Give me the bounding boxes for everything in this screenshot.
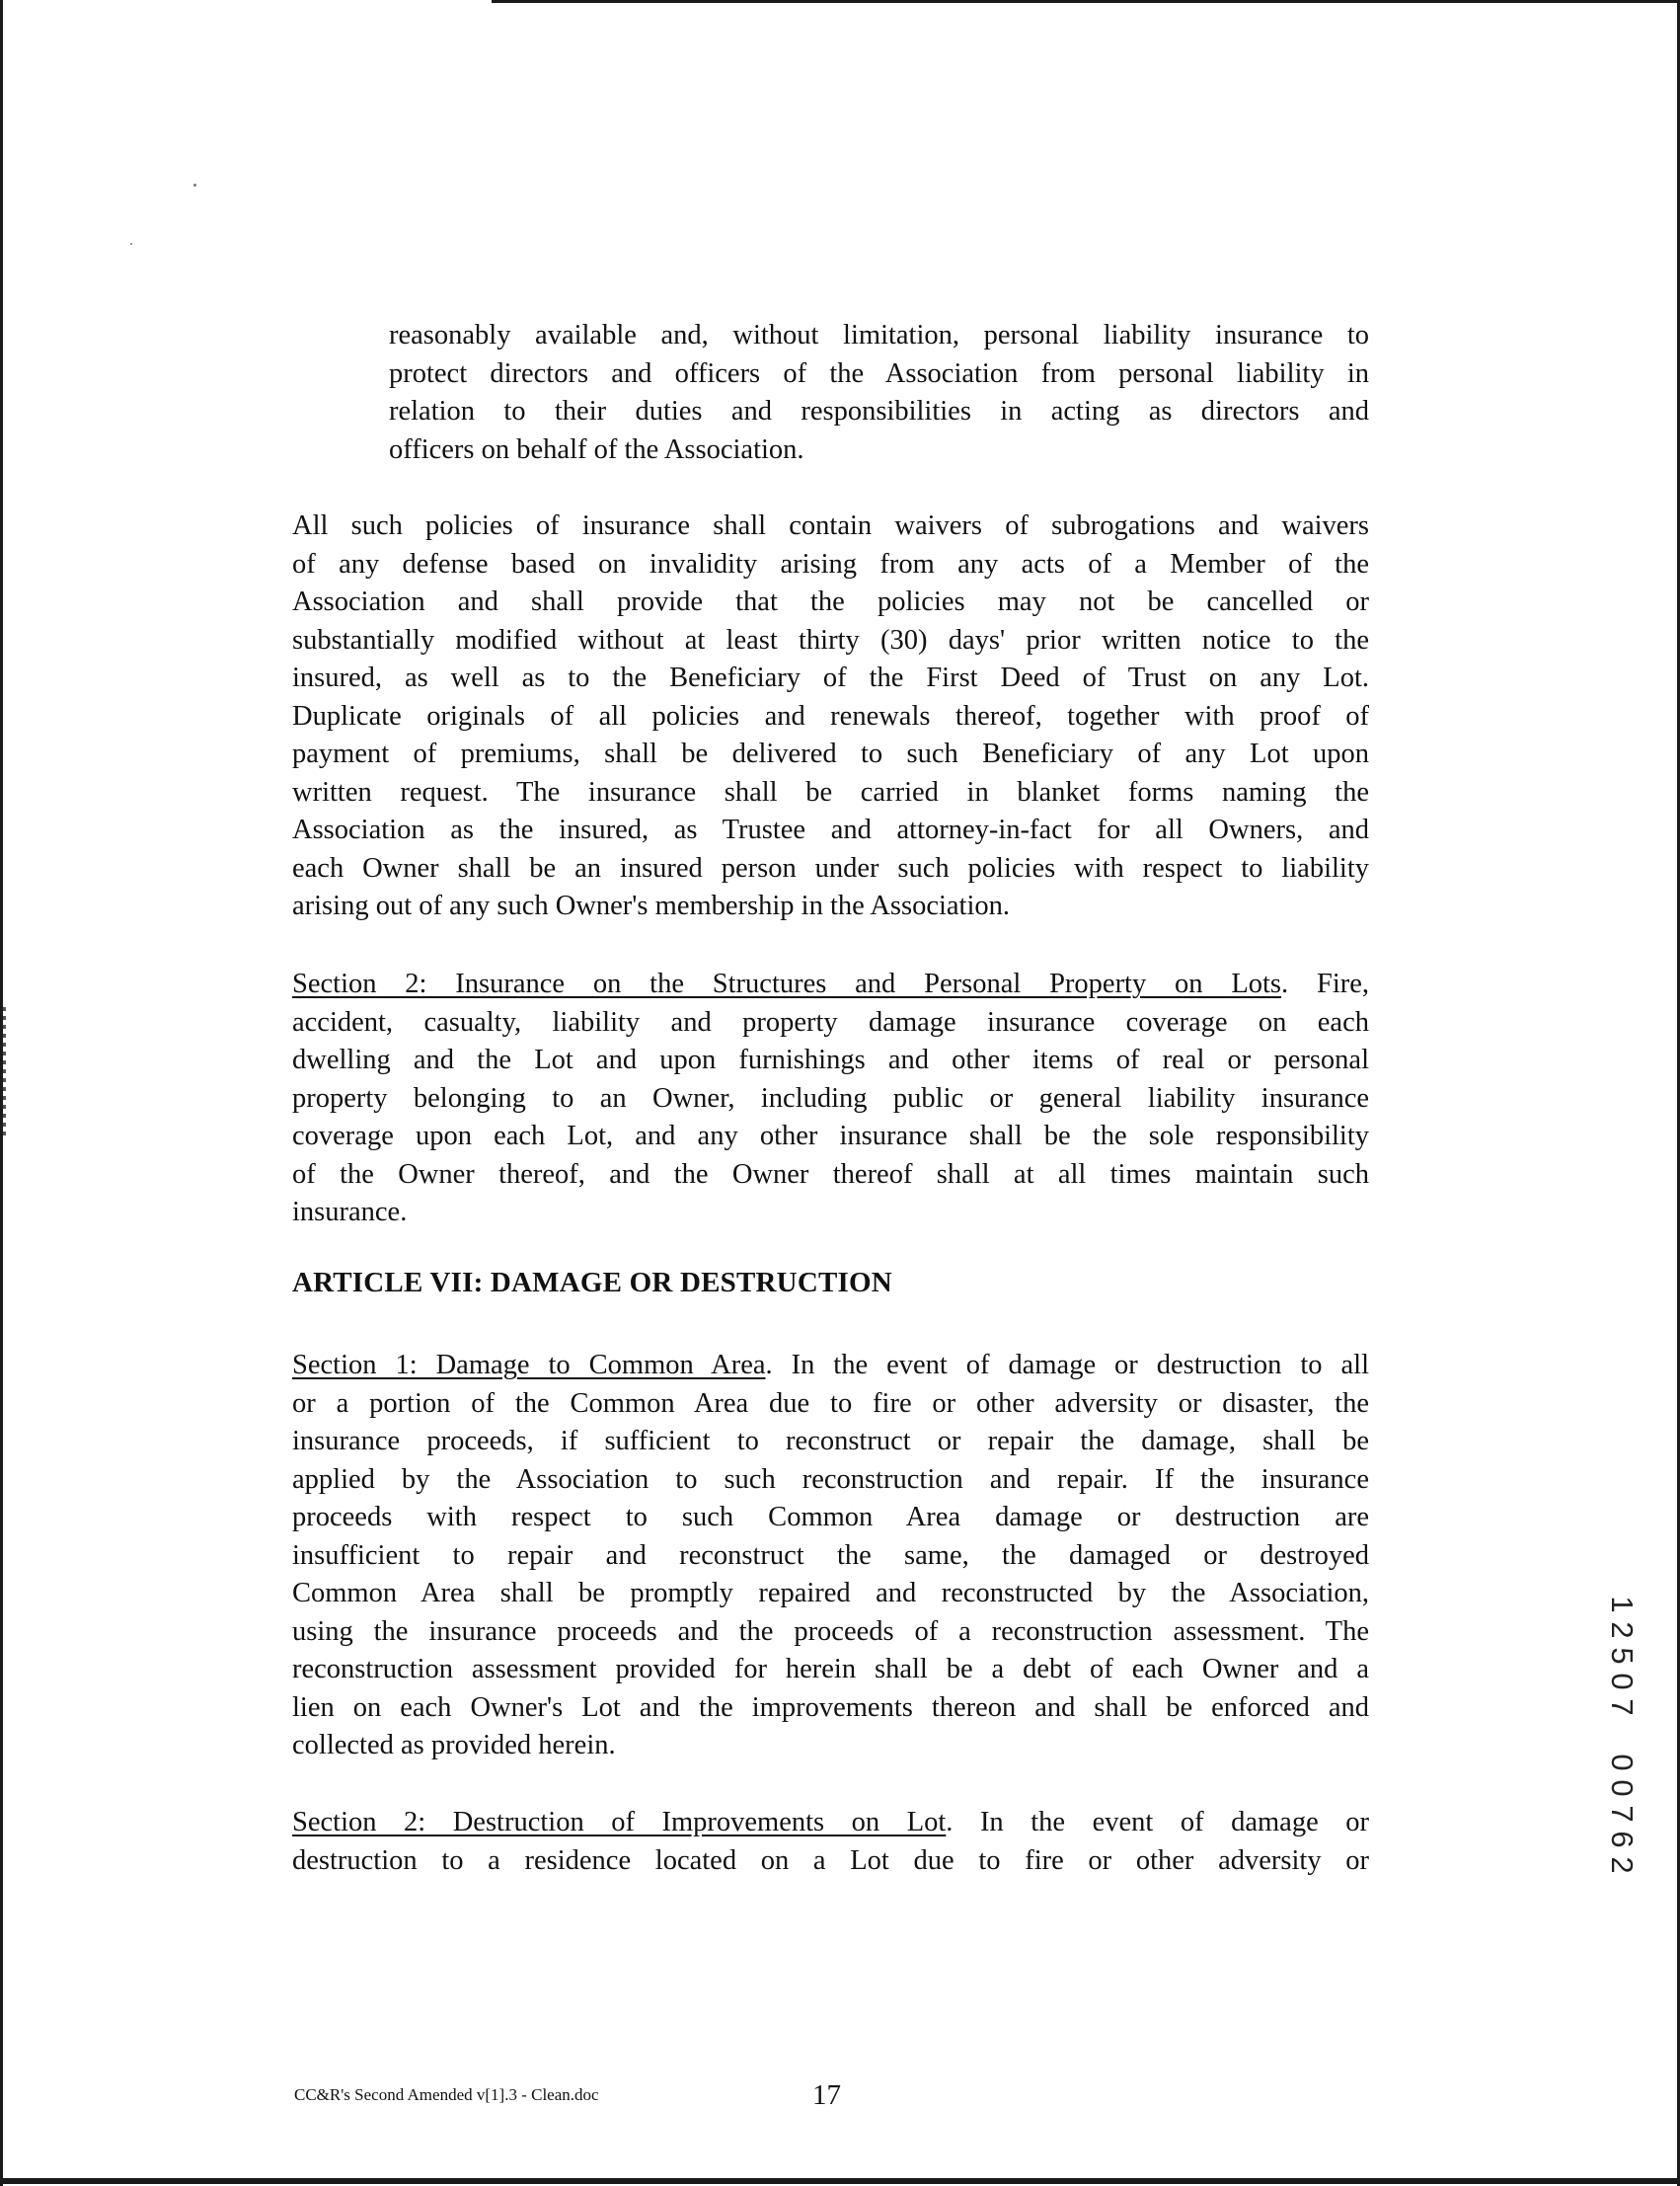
text-line: lien on each Owner's Lot and the improvements thereon and shall be enforced and — [292, 1691, 1369, 1723]
section-title-rest: . Fire, — [1281, 969, 1369, 999]
text-line: written request. The insurance shall be carried in blanket forms naming the — [292, 776, 1369, 808]
section-2-destruction-paragraph — [292, 1804, 1369, 1880]
text-line: accident, casualty, liability and property damage insurance coverage on each — [292, 1006, 1369, 1038]
text-line — [292, 1347, 1369, 1385]
footer-page-number: 17 — [812, 2079, 841, 2111]
text-line — [292, 1804, 1369, 1842]
text-line: destruction to a residence located on a Lot due to fire or other adversity or — [292, 1844, 1369, 1876]
text-line: All such policies of insurance shall contain waivers of subrogations and waivers — [292, 510, 1369, 541]
section-1-damage-paragraph — [292, 1347, 1369, 1765]
text-line: reconstruction assessment provided for herein shall be a debt of each Owner and a — [292, 1654, 1369, 1684]
side-recording-stamp — [1605, 1592, 1640, 1878]
scan-border-bottom — [0, 2178, 1680, 2184]
stamp-digit: 7 — [1605, 1698, 1640, 1716]
text-line: dwelling and the Lot and upon furnishings and other items of real or personal — [292, 1045, 1369, 1075]
text-line: payment of premiums, shall be delivered to such Beneficiary of any Lot upon — [292, 739, 1369, 769]
text-line: Association and shall provide that the policies may not be cancelled or — [292, 586, 1369, 617]
text-line: or a portion of the Common Area due to fire or other adversity or disaster, the — [292, 1387, 1369, 1419]
stamp-digit: 0 — [1605, 1754, 1640, 1771]
text-line: applied by the Association to such reconstruction and repair. If the insurance — [292, 1463, 1369, 1495]
section-title: Section 2: Insurance on the Structures and Personal Property on Lots — [292, 969, 1282, 999]
scan-speck — [130, 243, 132, 245]
continuation-paragraph — [389, 317, 1369, 469]
stamp-digit: 0 — [1605, 1673, 1640, 1690]
policies-paragraph — [292, 507, 1369, 926]
text-line: arising out of any such Owner's membership in the Association. — [292, 891, 1011, 921]
text-line: Common Area shall be promptly repaired and reconstructed by the Association, — [292, 1578, 1369, 1608]
text-line: of any defense based on invalidity arising from any acts of a Member of the — [292, 548, 1369, 580]
section-title: Section 2: Destruction of Improvements on Lot — [292, 1807, 947, 1837]
text-line: insufficient to repair and reconstruct the same, the damaged or destroyed — [292, 1539, 1369, 1571]
text-line: collected as provided herein. — [292, 1730, 616, 1760]
scan-edge-mark — [3, 1007, 6, 1135]
section-title: Section 1: Damage to Common Area — [292, 1350, 766, 1380]
text-line: Duplicate originals of all policies and renewals thereof, together with proof of — [292, 700, 1369, 732]
scan-border-top — [492, 0, 1680, 3]
text-line: coverage upon each Lot, and any other insurance shall be the sole responsibility — [292, 1121, 1369, 1151]
section-title-rest: . In the event of damage or destruction to all — [765, 1350, 1369, 1380]
text-line: reasonably available and, without limitation, personal liability insurance to — [389, 320, 1369, 351]
text-line: insurance. — [292, 1197, 408, 1227]
text-line: using the insurance proceeds and the proceeds of a reconstruction assessment. The — [292, 1615, 1369, 1647]
text-line — [292, 966, 1369, 1004]
stamp-gap — [1607, 1720, 1637, 1750]
footer-filename: CC&R's Second Amended v[1].3 - Clean.doc — [294, 2085, 599, 2104]
stamp-digit: 5 — [1605, 1647, 1640, 1665]
text-line: protect directors and officers of the Association from personal liability in — [389, 357, 1369, 389]
stamp-digit: 7 — [1605, 1805, 1640, 1823]
section-title-rest: . In the event of damage or — [946, 1807, 1369, 1837]
text-line: Association as the insured, as Trustee and attorney-in-fact for all Owners, and — [292, 815, 1369, 845]
article-heading: ARTICLE VII: DAMAGE OR DESTRUCTION — [292, 1267, 892, 1298]
stamp-digit: 0 — [1605, 1779, 1640, 1797]
stamp-digit: 6 — [1605, 1831, 1640, 1848]
stamp-digit: 2 — [1605, 1621, 1640, 1639]
stamp-digit: 2 — [1605, 1856, 1640, 1874]
text-line: each Owner shall be an insured person under such policies with respect to liability — [292, 852, 1369, 884]
text-line: proceeds with respect to such Common Area damage or destruction are — [292, 1502, 1369, 1532]
text-line: of the Owner thereof, and the Owner thereof shall at all times maintain such — [292, 1158, 1369, 1190]
stamp-digit: 1 — [1605, 1596, 1640, 1613]
section-2-insurance-paragraph — [292, 966, 1369, 1232]
text-line: property belonging to an Owner, including public or general liability insurance — [292, 1082, 1369, 1114]
text-line: substantially modified without at least thirty (30) days' prior written notice to the — [292, 624, 1369, 656]
text-line: insured, as well as to the Beneficiary of the First Deed of Trust on any Lot. — [292, 663, 1369, 693]
text-line: relation to their duties and responsibilities in acting as directors and — [389, 396, 1369, 427]
scan-speck — [193, 184, 196, 187]
text-line: insurance proceeds, if sufficient to reconstruct or repair the damage, shall be — [292, 1426, 1369, 1456]
text-line: officers on behalf of the Association. — [389, 433, 804, 465]
